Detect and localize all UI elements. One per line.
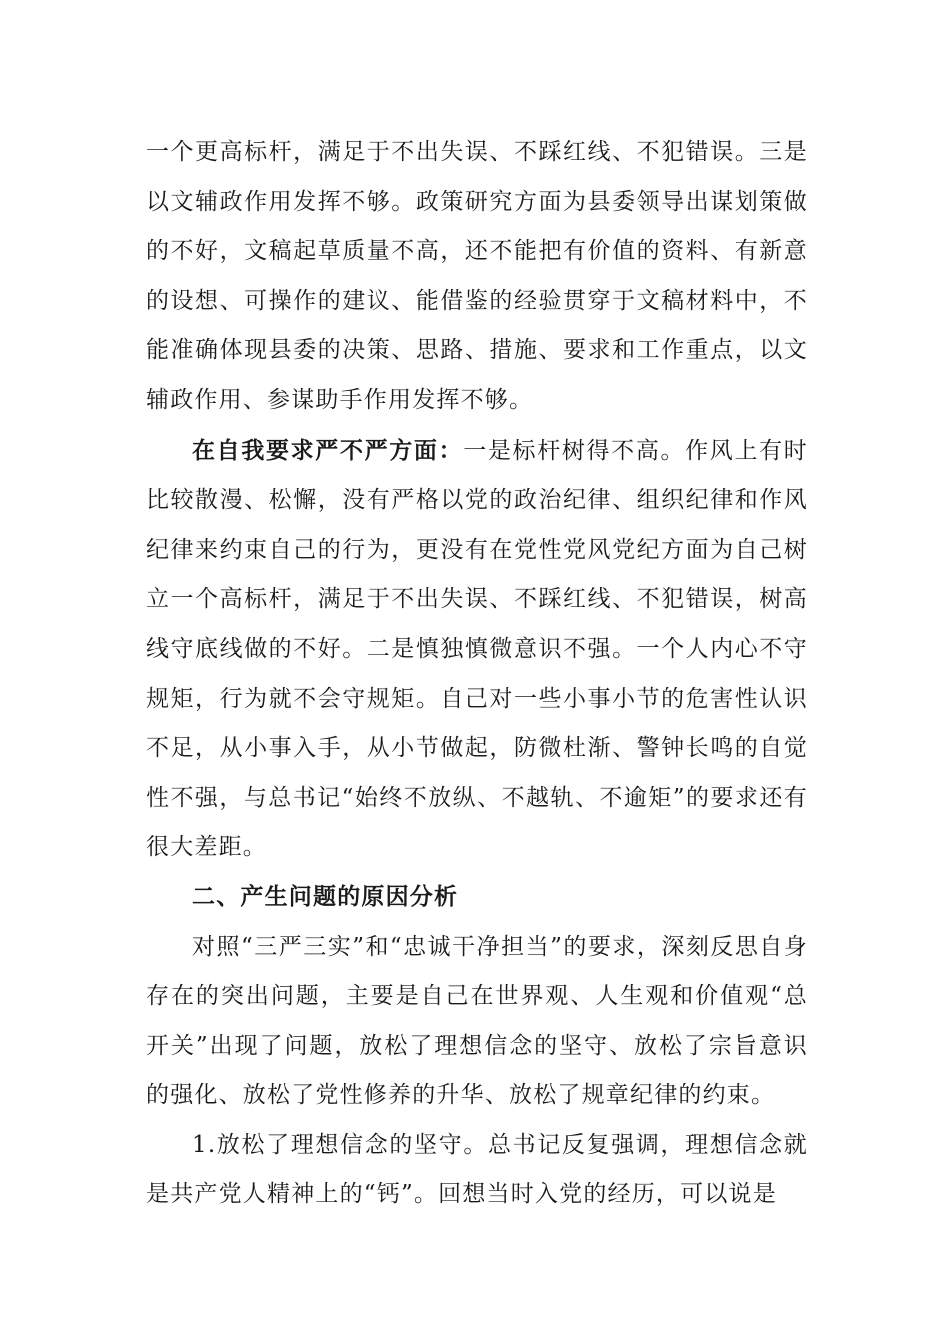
paragraph-cause-analysis: 对照“三严三实”和“忠诚干净担当”的要求，深刻反思自身存在的突出问题，主要是自己在世界观、人生观和价值观“总开关”出现了问题，放松了理想信念的坚守、放松了宗旨意识的强化、放松了党性修养的升华、放松了规章纪律的约束。 bbox=[146, 933, 808, 1109]
paragraph-lead-label: 在自我要求严不严方面： bbox=[192, 436, 464, 464]
paragraph-text: 一是标杆树得不高。作风上有时比较散漫、松懈，没有严格以党的政治纪律、组织纪律和作风纪律来约束自己的行为，更没有在党性党风党纪方面为自己树立一个高标杆，满足于不出失误、不踩红线、不犯错误，树高线守底线做的不好。二是慎独慎微意识不强。一个人内心不守规矩，行为就不会守规矩。自己对一些小事小节的危害性认识不足，从小事入手，从小节做起，防微杜渐、警钟长鸣的自觉性不强，与总书记“始终不放纵、不越轨、不逾矩”的要求还有很大差距。 bbox=[146, 437, 808, 861]
document-body bbox=[146, 128, 808, 1220]
paragraph-continuation: 一个更高标杆，满足于不出失误、不踩红线、不犯错误。三是以文辅政作用发挥不够。政策研究方面为县委领导出谋划策做的不好，文稿起草质量不高，还不能把有价值的资料、有新意的设想、可操作的建议、能借鉴的经验贯穿于文稿材料中，不能准确体现县委的决策、思路、措施、要求和工作重点，以文辅政作用、参谋助手作用发挥不够。 bbox=[146, 139, 808, 413]
paragraph-self-requirement bbox=[146, 426, 808, 873]
section-heading: 二、产生问题的原因分析 bbox=[192, 883, 459, 910]
paragraph-point-1: 1.放松了理想信念的坚守。总书记反复强调，理想信念就是共产党人精神上的“钙”。回想当时入党的经历，可以说是 bbox=[146, 1131, 808, 1208]
